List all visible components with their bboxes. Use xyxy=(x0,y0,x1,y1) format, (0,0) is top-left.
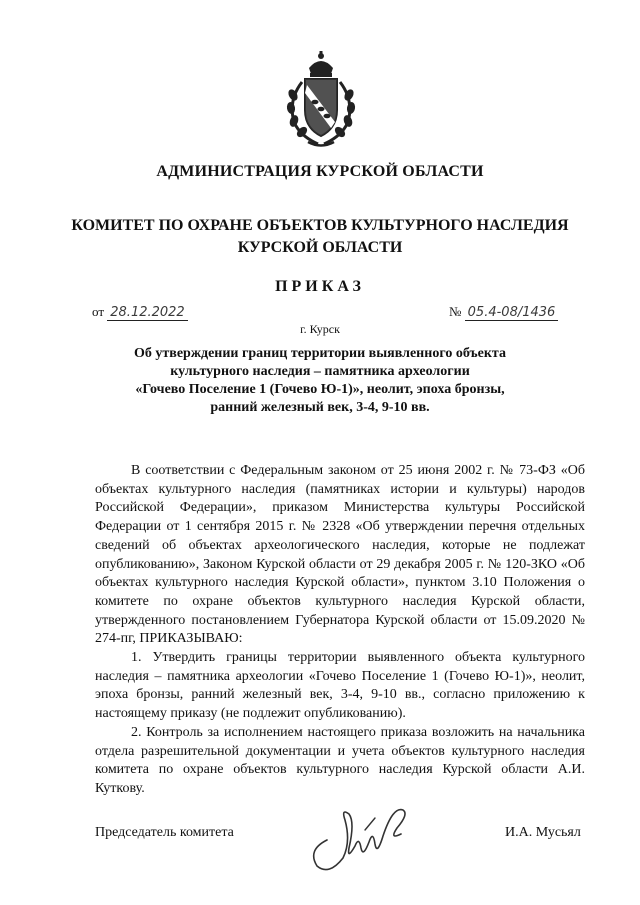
handwritten-signature-icon xyxy=(305,800,415,875)
subject-line-3: «Гочево Поселение 1 (Гочево Ю-1)», неолит, эпоха бронзы, xyxy=(135,382,505,397)
date-prefix: от xyxy=(92,304,105,319)
number-prefix: № xyxy=(449,304,462,319)
order-subject xyxy=(120,345,520,417)
committee-title xyxy=(0,215,640,259)
committee-title-line-2: КУРСКОЙ ОБЛАСТИ xyxy=(237,239,403,256)
committee-title-line-1: КОМИТЕТ ПО ОХРАНЕ ОБЪЕКТОВ КУЛЬТУРНОГО НАСЛЕДИЯ xyxy=(71,217,569,234)
issue-city: г. Курск xyxy=(300,322,340,336)
handwritten-number: 05.4-08/1436 xyxy=(465,306,559,321)
order-number xyxy=(449,304,558,321)
order-date xyxy=(92,304,188,321)
handwritten-date: 28.12.2022 xyxy=(107,306,187,321)
administration-title: АДМИНИСТРАЦИЯ КУРСКОЙ ОБЛАСТИ xyxy=(156,163,484,180)
signatory-position: Председатель комитета xyxy=(95,825,234,840)
signatory-name: И.А. Мусьял xyxy=(505,825,581,840)
item-1-paragraph: 1. Утвердить границы территории выявленного объекта культурного наследия – памятника археологии «Гочево Поселение 1 (Гочево Ю-1)», неолит, эпоха бронзы, ранний железный век, 3-4, 9-10 вв., согласно приложению к настоящему приказу (не подлежит опубликованию). xyxy=(95,650,585,722)
document-type-title: ПРИКАЗ xyxy=(275,278,365,295)
kursk-coat-of-arms-icon xyxy=(282,50,360,150)
subject-line-2: культурного наследия – памятника археологии xyxy=(170,364,470,379)
item-2-paragraph: 2. Контроль за исполнением настоящего приказа возложить на начальника отдела разрешительной документации и учета объектов культурного наследия комитета по охране объектов культурного наследия Курской области А.И. Куткову. xyxy=(95,724,585,796)
subject-line-4: ранний железный век, 3-4, 9-10 вв. xyxy=(210,400,430,415)
order-body xyxy=(95,462,585,799)
subject-line-1: Об утверждении границ территории выявленного объекта xyxy=(134,346,506,361)
preamble-paragraph: В соответствии с Федеральным законом от 25 июня 2002 г. № 73-ФЗ «Об объектах культурного наследия (памятниках истории и культуры) народов Российской Федерации», приказом Министерства культуры Российской Федерации от 1 сентября 2015 г. № 2328 «Об утверждении перечня отдельных сведений об объектах археологического наследия, которые не подлежат опубликованию», Законом Курской области от 29 декабря 2005 г. № 120-ЗКО «Об объектах культурного наследия Курской области», пунктом 3.10 Положения о комитете по охране объектов культурного наследия Курской области, утвержденного постановлением Губернатора Курской области от 15.09.2020 № 274-пг, ПРИКАЗЫВАЮ: xyxy=(95,463,585,647)
